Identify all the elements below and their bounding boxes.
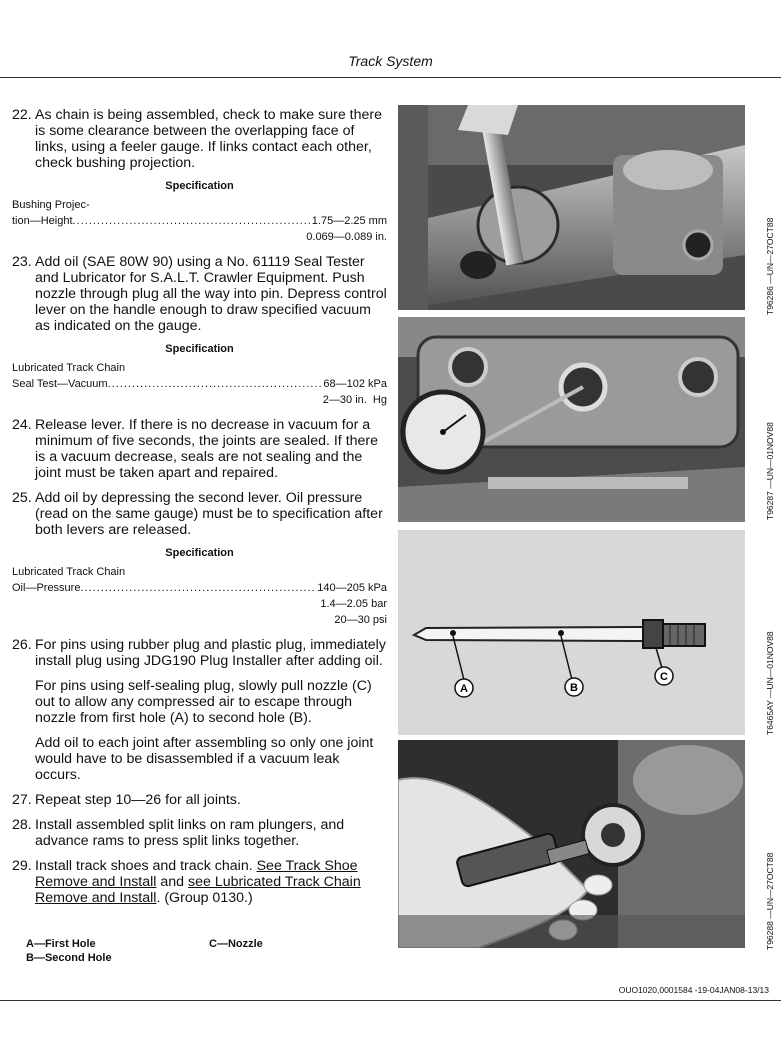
step-paragraph: Add oil to each joint after assembling so only one joint would have to be disassembled if a vacuum leak occurs. bbox=[35, 735, 374, 783]
step-25 bbox=[12, 490, 387, 538]
step-text: As chain is being assembled, check to make sure there is some clearance between the overlapping face of links, using a feeler gauge. If links contact each other, check bushing projection. bbox=[35, 107, 382, 171]
spec-title: Specification bbox=[165, 547, 234, 559]
photo-vacuum-gauge bbox=[398, 317, 745, 522]
spec-title: Specification bbox=[165, 343, 234, 355]
step-text: Release lever. If there is no decrease in vacuum for a minimum of five seconds, the joints are sealed. If there is a vacuum decrease, seals are not sealing and the joint must be taken apart and repaired. bbox=[35, 417, 379, 481]
step-text: Install track shoes and track chain. bbox=[35, 858, 257, 874]
page-title: Track System bbox=[348, 53, 433, 69]
track-shoe-link[interactable]: See Track Shoe Remove and Install bbox=[35, 858, 358, 890]
spec-row bbox=[12, 376, 387, 392]
spec-value: 2—30 in. Hg bbox=[322, 394, 387, 406]
photo-gauge-image bbox=[398, 317, 745, 522]
step-text: . (Group 0130.) bbox=[156, 890, 253, 906]
step-text: For pins using rubber plug and plastic plug, immediately install plug using JDG190 Plug Installer after adding oil. bbox=[35, 637, 386, 669]
callout-a: A bbox=[460, 683, 468, 695]
step-text: and bbox=[156, 874, 189, 890]
spec-row bbox=[12, 213, 387, 229]
figure-code: T96287 —UN—01NOV88 bbox=[765, 422, 775, 520]
header-rule bbox=[0, 77, 781, 78]
step-number: 29. bbox=[12, 858, 32, 874]
spec-label: Lubricated Track Chain bbox=[12, 566, 126, 578]
step-number: 22. bbox=[12, 107, 32, 123]
diagram-nozzle bbox=[398, 530, 745, 735]
figure-code: T96288 —UN—27OCT88 bbox=[765, 852, 775, 950]
step-number: 28. bbox=[12, 817, 32, 833]
spec-value: 20—30 psi bbox=[334, 614, 387, 626]
specification-pressure bbox=[12, 547, 387, 628]
leader-dots bbox=[73, 213, 312, 229]
spec-value: 1.75—2.25 mm bbox=[311, 215, 387, 227]
instructions-column bbox=[12, 107, 387, 915]
step-number: 23. bbox=[12, 254, 32, 270]
photo-nozzle-insert bbox=[398, 740, 745, 948]
spec-row bbox=[12, 580, 387, 596]
photo-track-links-image bbox=[398, 105, 745, 310]
step-23 bbox=[12, 254, 387, 334]
footer-code: OUO1020,0001584 -19-04JAN08-13/13 bbox=[618, 985, 769, 995]
step-paragraph: For pins using self-sealing plug, slowly pull nozzle (C) out to allow any compressed air to escape through nozzle from first hole (A) to second hole (B). bbox=[35, 678, 372, 726]
callout-b: B bbox=[570, 682, 578, 694]
callout-c: C bbox=[660, 671, 668, 683]
photo-feeler-gauge bbox=[398, 105, 745, 310]
spec-value: 68—102 kPa bbox=[323, 378, 387, 390]
step-27 bbox=[12, 792, 387, 808]
step-24 bbox=[12, 417, 387, 481]
spec-value: 1.4—2.05 bar bbox=[320, 598, 387, 610]
spec-label: Seal Test—Vacuum bbox=[12, 378, 108, 390]
specification-vacuum bbox=[12, 343, 387, 408]
spec-title: Specification bbox=[165, 180, 234, 192]
step-26 bbox=[12, 637, 387, 783]
spec-label: tion—Height bbox=[12, 215, 73, 227]
spec-label: Lubricated Track Chain bbox=[12, 362, 126, 374]
photo-hand-image bbox=[398, 740, 745, 948]
spec-value: 0.069—0.089 in. bbox=[306, 231, 387, 243]
step-number: 25. bbox=[12, 490, 32, 506]
legend-item-a: A—First Hole bbox=[26, 938, 96, 950]
step-text: Install assembled split links on ram plungers, and advance rams to press split links together. bbox=[35, 817, 345, 849]
step-number: 24. bbox=[12, 417, 32, 433]
step-text: Add oil by depressing the second lever. Oil pressure (read on the same gauge) must be to specification after both levers are released. bbox=[35, 490, 383, 538]
leader-dots bbox=[80, 580, 317, 596]
step-number: 26. bbox=[12, 637, 32, 653]
step-28 bbox=[12, 817, 387, 849]
spec-value: 140—205 kPa bbox=[317, 582, 387, 594]
nozzle-diagram-image bbox=[398, 530, 745, 735]
track-chain-link[interactable]: see Lubricated Track Chain Remove and Install bbox=[35, 874, 361, 906]
figure-code: T96286 —UN—27OCT88 bbox=[765, 217, 775, 315]
legend-row bbox=[26, 951, 263, 965]
legend-item-c: C—Nozzle bbox=[209, 938, 263, 950]
step-22 bbox=[12, 107, 387, 171]
specification-bushing bbox=[12, 180, 387, 245]
step-29 bbox=[12, 858, 387, 906]
spec-label: Bushing Projec- bbox=[12, 199, 90, 211]
legend-row bbox=[26, 937, 263, 951]
spec-label: Oil—Pressure bbox=[12, 582, 81, 594]
step-number: 27. bbox=[12, 792, 32, 808]
legend-item-b: B—Second Hole bbox=[26, 952, 112, 964]
leader-dots bbox=[108, 376, 324, 392]
step-text: Add oil (SAE 80W 90) using a No. 61119 Seal Tester and Lubricator for S.A.L.T. Crawler Equipment. Push nozzle through plug all the way into pin. Depress control lever on the handle enough to draw specified vacuum as indicated on the gauge. bbox=[35, 254, 387, 334]
step-text: Repeat step 10—26 for all joints. bbox=[35, 792, 241, 808]
figure-legend bbox=[26, 937, 263, 965]
footer-rule bbox=[0, 1000, 781, 1001]
figure-code: T6465AY —UN—01NOV88 bbox=[765, 631, 775, 735]
